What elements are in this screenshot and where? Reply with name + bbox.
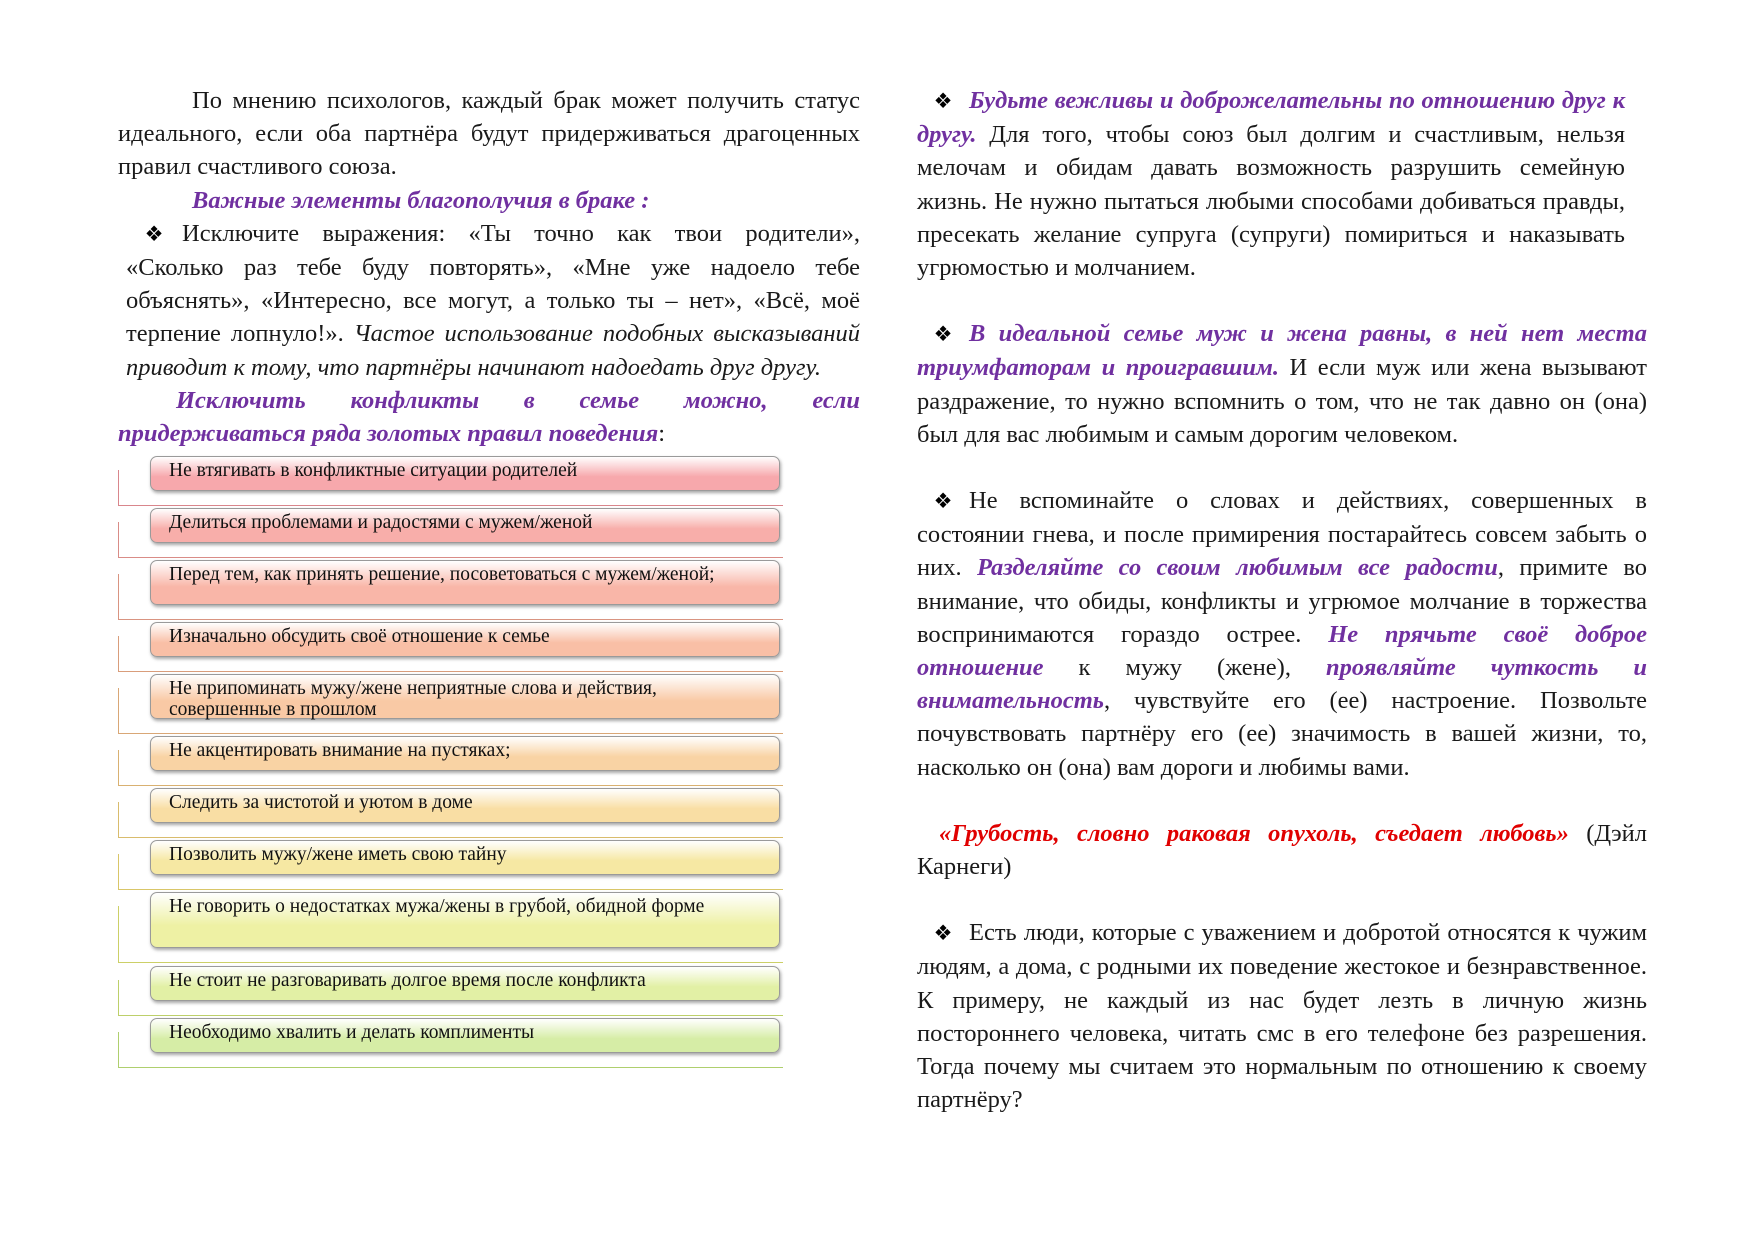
diamond-bullet-icon: ❖	[933, 489, 953, 514]
paragraph-courtesy: ❖ Будьте вежливы и доброжелательны по отношению друг к другу. Для того, чтобы союз был долгим и счастливым, нельзя мелочам и обидам давать возможность разрушить семейную жизнь. Не нужно пытаться любыми способами добиваться правды, пресекать желание супруга (супруги) помириться и наказывать угрюмостью и молчанием.	[917, 87, 1625, 282]
intro-paragraph: По мнению психологов, каждый брак может получить статус идеального, если оба партнёра будут придерживаться драгоценных правил счастливого союза.	[118, 87, 860, 181]
rule-item	[150, 560, 780, 605]
rule-item	[150, 788, 780, 823]
rule-text: Не втягивать в конфликтные ситуации родителей	[169, 460, 578, 482]
diamond-bullet-icon: ❖	[933, 921, 953, 946]
bullet-italic-note: Частое использование подобных высказываний приводит к тому, что партнёры начинают надоедать друг другу.	[126, 320, 861, 381]
rule-text: Перед тем, как принять решение, посоветоваться с мужем/женой;	[169, 564, 715, 586]
diamond-bullet-icon: ❖	[933, 322, 953, 347]
rule-item	[150, 1018, 780, 1053]
rule-item	[150, 674, 780, 719]
rule-text: Не говорить о недостатках мужа/жены в грубой, обидной форме	[169, 896, 705, 918]
rule-item	[150, 508, 780, 543]
rule-item	[150, 456, 780, 491]
paragraph-equality: ❖ В идеальной семье муж и жена равны, в ней нет места триумфаторам и проигравшим. И если муж или жена вызывают раздражение, то нужно вспомнить о том, что не так давно он (она) был для вас любимым и самым дорогим человеком.	[917, 320, 1647, 448]
rule-text: Делиться проблемами и радостями с мужем/женой	[169, 512, 593, 534]
diamond-bullet-icon: ❖	[144, 221, 164, 246]
bullet-expressions: ❖ Исключите выражения: «Ты точно как твои родители», «Сколько раз тебе буду повторять», «Мне уже надоело тебе объяснять», «Интересно, все могут, а только ты – нет», «Всё, моё терпение лопнуло!». Частое использование подобных высказываний приводит к тому, что партнёры начинают надоедать друг другу.	[126, 219, 861, 381]
rule-item	[150, 966, 780, 1001]
paragraph-forget-anger: ❖ Не вспоминайте о словах и действиях, совершенных в состоянии гнева, и после примирения постарайтесь совсем забыть о них. Разделяйте со своим любимым все радости, примите во внимание, что обиды, конфликты и угрюмое молчание в торжества воспринимаются гораздо острее. Не прячьте своё доброе отношение к мужу (жене), проявляйте чуткость и внимательность, чувствуйте его (ее) настроение. Позвольте почувствовать партнёру его (ее) значимость в вашей жизни, то, насколько он (она) вам дороги и любимы вами.	[917, 487, 1648, 781]
rule-item	[150, 736, 780, 771]
rule-item	[150, 840, 780, 875]
elements-heading: Важные элементы благополучия в браке :	[192, 186, 650, 214]
paragraph-respect: ❖ Есть люди, которые с уважением и добротой относятся к чужим людям, а дома, с родными их поведение жестокое и безнравственное. К примеру, не каждый из нас будет лезть в личную жизнь постороннего человека, читать смс в его телефоне без разрешения. Тогда почему мы считаем это нормальным по отношению к своему партнёру?	[917, 919, 1647, 1114]
quote-author: (Дэйл Карнеги)	[917, 819, 1647, 881]
rule-text: Не припоминать мужу/жене неприятные слова и действия, совершенные в прошлом	[169, 678, 657, 721]
rule-text: Изначально обсудить своё отношение к семье	[169, 626, 550, 648]
quote-paragraph	[917, 817, 1647, 883]
rule-text: Следить за чистотой и уютом в доме	[169, 792, 473, 814]
left-column	[118, 84, 860, 1096]
diamond-bullet-icon: ❖	[933, 89, 953, 113]
right-column	[917, 84, 1647, 1116]
rule-text: Позволить мужу/жене иметь свою тайну	[169, 844, 507, 866]
rule-text: Не акцентировать внимание на пустяках;	[169, 740, 511, 762]
carnegie-quote: «Грубость, словно раковая опухоль, съедает любовь»	[939, 819, 1569, 847]
rule-item	[150, 622, 780, 657]
conflicts-heading: Исключить конфликты в семье можно, если придерживаться ряда золотых правил поведения:	[118, 386, 860, 448]
rule-text: Не стоит не разговаривать долгое время после конфликта	[169, 970, 646, 992]
rules-list-diagram	[118, 456, 788, 1096]
rule-text: Необходимо хвалить и делать комплименты	[169, 1022, 535, 1044]
rule-item	[150, 892, 780, 948]
